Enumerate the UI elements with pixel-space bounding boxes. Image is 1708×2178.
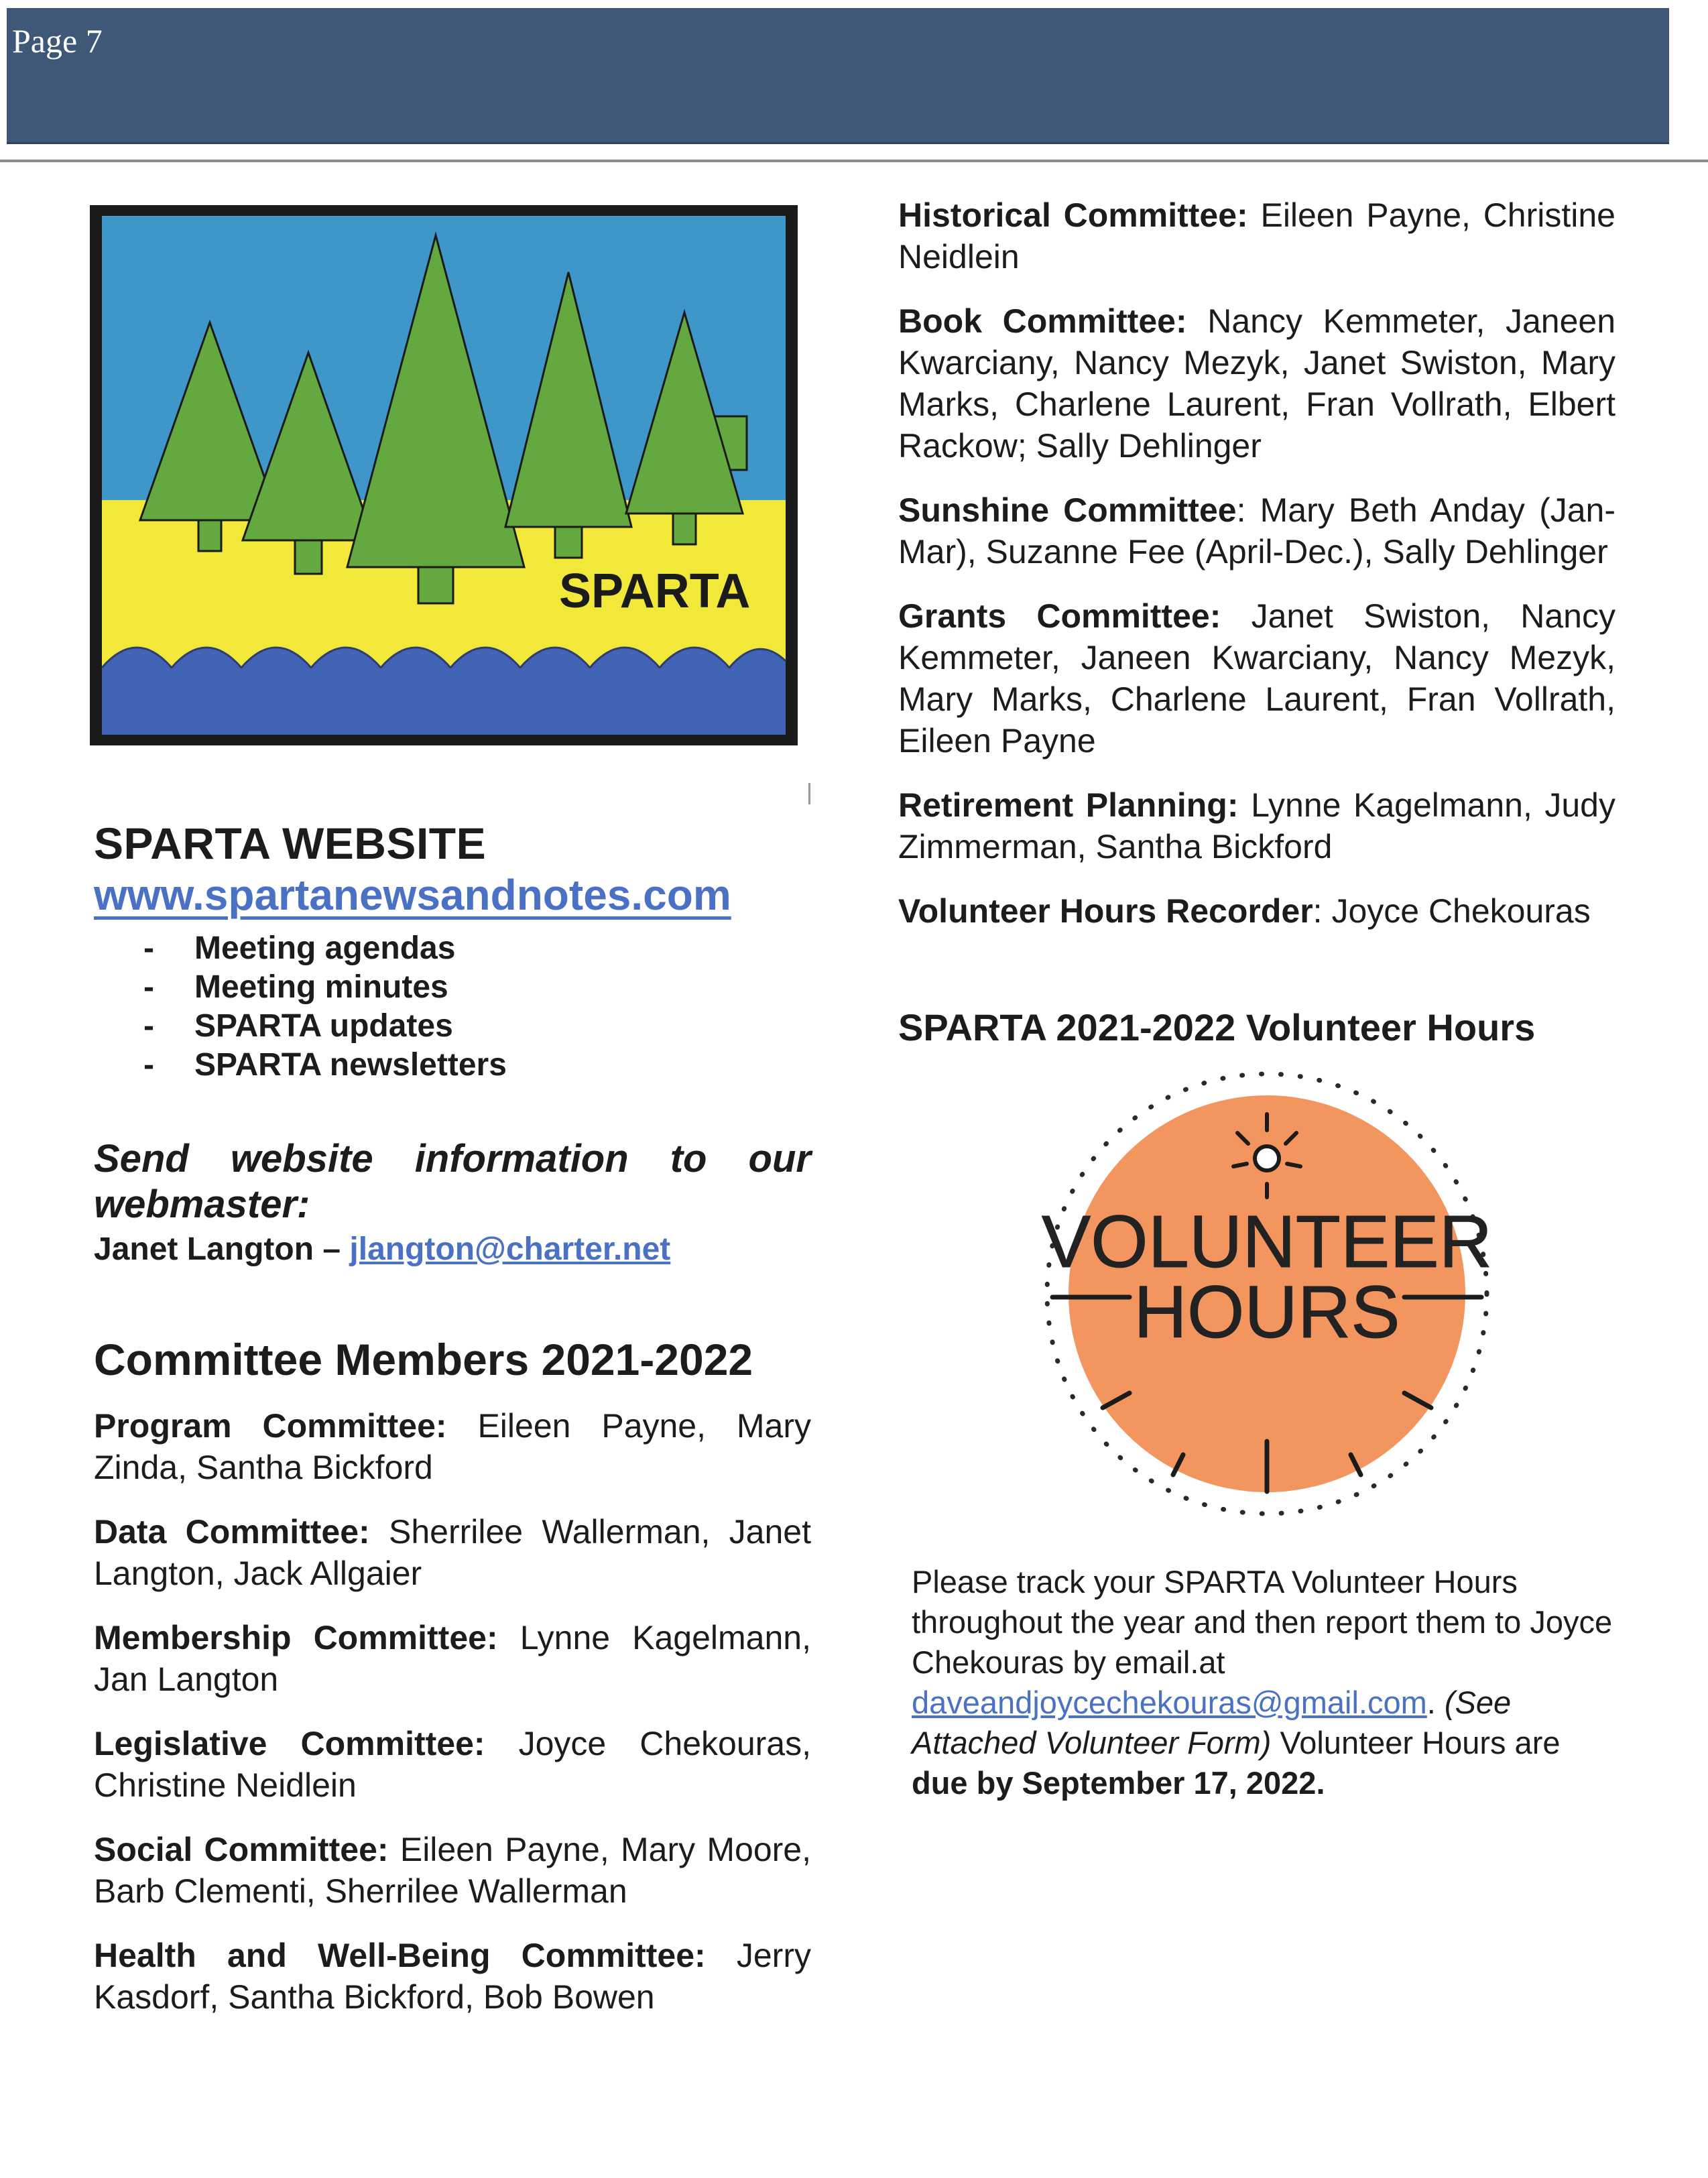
- left-column: [94, 818, 811, 2041]
- committee-members-title: Committee Members 2021-2022: [94, 1335, 753, 1384]
- committee-entry: Health and Well-Being Committee: Jerry Kasdorf, Santha Bickford, Bob Bowen: [94, 1937, 811, 2016]
- committee-entry: Historical Committee: Eileen Payne, Christine Neidlein: [898, 196, 1615, 276]
- committee-entry: Sunshine Committee: Mary Beth Anday (Jan-Mar), Suzanne Fee (April-Dec.), Sally Dehlinger: [898, 491, 1615, 570]
- badge-line-1: VOLUNTEER: [1041, 1201, 1493, 1283]
- sparta-logo: [90, 205, 798, 745]
- page-number: Page 7: [12, 22, 103, 60]
- list-item: - SPARTA newsletters: [143, 1047, 507, 1083]
- volunteer-hours-instructions: Please track your SPARTA Volunteer Hours throughout the year and then report them to Joyce Chekouras by email.at daveandjoycechekouras@gmail.com. (See Attached Volunteer Form) Volunteer Hours are due by September 17, 2022.: [912, 1564, 1613, 1801]
- committee-entry: Legislative Committee: Joyce Chekouras, Christine Neidlein: [94, 1725, 811, 1804]
- committee-entry: Volunteer Hours Recorder: Joyce Chekouras: [898, 892, 1591, 930]
- volunteer-email-link[interactable]: daveandjoycechekouras@gmail.com: [912, 1685, 1427, 1720]
- committee-entry: Book Committee: Nancy Kemmeter, Janeen Kwarciany, Nancy Mezyk, Janet Swiston, Mary Marks, Charlene Laurent, Fran Vollrath, Elbert Rackow; Sally Dehlinger: [898, 302, 1615, 465]
- website-contents-list: [94, 929, 811, 1085]
- list-item: - SPARTA updates: [143, 1008, 453, 1044]
- header-divider: [0, 160, 1708, 162]
- logo-text: SPARTA: [559, 564, 751, 618]
- committee-entry: Data Committee: Sherrilee Wallerman, Janet Langton, Jack Allgaier: [94, 1513, 811, 1592]
- webmaster-block: [94, 1136, 811, 1270]
- stray-mark: [808, 783, 810, 804]
- committee-entry: Social Committee: Eileen Payne, Mary Moore, Barb Clementi, Sherrilee Wallerman: [94, 1831, 811, 1910]
- list-item: - Meeting minutes: [143, 969, 448, 1005]
- committee-entry: Program Committee: Eileen Payne, Mary Zinda, Santha Bickford: [94, 1407, 812, 1486]
- website-title: SPARTA WEBSITE: [94, 819, 487, 868]
- volunteer-hours-badge: [1039, 1066, 1495, 1522]
- webmaster-email-link[interactable]: jlangton@charter.net: [349, 1231, 671, 1267]
- badge-line-2: HOURS: [1134, 1271, 1400, 1353]
- committee-entry: Membership Committee: Lynne Kagelmann, Jan Langton: [94, 1619, 811, 1698]
- committee-entry: Grants Committee: Janet Swiston, Nancy Kemmeter, Janeen Kwarciany, Nancy Mezyk, Mary Marks, Charlene Laurent, Fran Vollrath, Eileen Payne: [898, 597, 1615, 760]
- right-column: [898, 194, 1615, 1049]
- website-url-link[interactable]: www.spartanewsandnotes.com: [94, 871, 731, 919]
- webmaster-name: Janet Langton –: [94, 1231, 341, 1267]
- send-info-line: Send website information to our: [94, 1137, 811, 1181]
- committee-entry: Retirement Planning: Lynne Kagelmann, Judy Zimmerman, Santha Bickford: [898, 786, 1615, 865]
- list-item: - Meeting agendas: [143, 930, 456, 966]
- page-header-band: [7, 8, 1669, 144]
- webmaster-contact: [94, 1229, 811, 1270]
- volunteer-hours-heading: SPARTA 2021-2022 Volunteer Hours: [898, 1006, 1536, 1048]
- send-info-line-2: webmaster:: [94, 1183, 310, 1226]
